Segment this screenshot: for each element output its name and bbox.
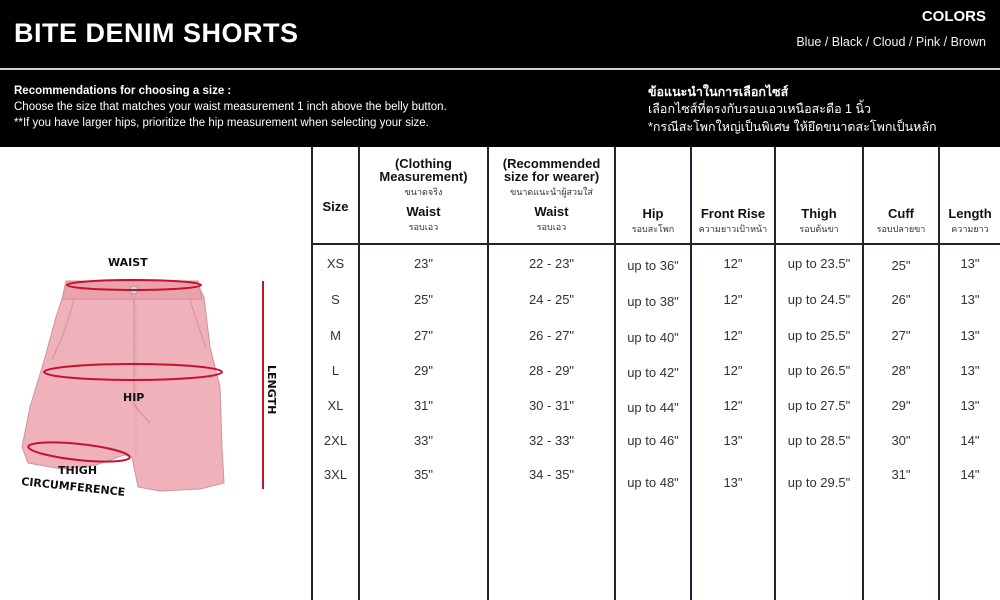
table-cell: 31" [413, 398, 434, 413]
size-cell: L [331, 363, 340, 378]
hip-column-header: Hip รอบสะโพก [631, 206, 675, 234]
header-banner [0, 0, 1000, 147]
size-cell: 3XL [323, 467, 348, 482]
table-cell: up to 40" [627, 330, 679, 345]
table-cell: 12" [723, 256, 743, 271]
table-cell: 12" [723, 292, 743, 307]
table-cell: 13" [960, 256, 980, 271]
table-cell: 35" [413, 467, 434, 482]
length-column-header: Length ความยาว [948, 206, 992, 234]
table-cell: 25" [891, 258, 911, 273]
table-cell: 28 - 29" [528, 363, 575, 378]
table-cell: up to 28.5" [787, 433, 851, 448]
size-column-header: Size [322, 199, 349, 214]
colors-label: COLORS [921, 8, 986, 25]
table-cell: 29" [413, 363, 434, 378]
clothing-waist-header: (Clothing Measurement) ขนาดจริง Waist รอบเอว [379, 156, 468, 232]
table-cell: 23" [413, 256, 434, 271]
table-cell: up to 36" [627, 258, 679, 273]
table-cell: 30 - 31" [528, 398, 575, 413]
table-cell: 13" [723, 475, 743, 490]
table-cell: 13" [723, 433, 743, 448]
table-cell: 26" [891, 292, 911, 307]
table-cell: up to 46" [627, 433, 679, 448]
size-cell: XL [327, 398, 344, 413]
table-cell: 32 - 33" [528, 433, 575, 448]
table-cell: up to 24.5" [787, 292, 851, 307]
header-separator [311, 243, 1000, 245]
table-cell: 26 - 27" [528, 328, 575, 343]
table-cell: 12" [723, 398, 743, 413]
thigh-column-header: Thigh รอบต้นขา [799, 206, 839, 234]
table-cell: up to 25.5" [787, 328, 851, 343]
table-cell: 13" [960, 398, 980, 413]
table-cell: 24 - 25" [528, 292, 575, 307]
table-cell: 29" [891, 398, 911, 413]
thigh-label: THIGH [58, 464, 98, 477]
table-cell: 33" [413, 433, 434, 448]
table-cell: 13" [960, 292, 980, 307]
table-cell: 27" [891, 328, 911, 343]
recommendation-line-th-1: เลือกไซส์ที่ตรงกับรอบเอวเหนือสะดือ 1 นิ้ว [648, 102, 872, 116]
recommendation-line-th-2: *กรณีสะโพกใหญ่เป็นพิเศษ ให้ยึดขนาดสะโพกเป็นหลัก [648, 120, 937, 134]
table-cell: 34 - 35" [528, 467, 575, 482]
recommendation-line-en-1: Choose the size that matches your waist measurement 1 inch above the belly button. [14, 101, 447, 113]
shorts-diagram [0, 147, 311, 600]
table-cell: up to 38" [627, 294, 679, 309]
colors-list: Blue / Black / Cloud / Pink / Brown [796, 35, 986, 49]
table-cell: 13" [960, 328, 980, 343]
size-cell: S [331, 292, 340, 307]
size-cell: M [330, 328, 341, 343]
recommended-waist-header: (Recommended size for wearer) ขนาดแนะนำผู้สวมใส่ Waist รอบเอว [502, 156, 601, 232]
waist-label: WAIST [108, 256, 148, 269]
circumference-label: CIRCUMFERENCE [20, 475, 126, 499]
table-cell: up to 42" [627, 365, 679, 380]
table-cell: 13" [960, 363, 980, 378]
size-cell: XS [326, 256, 345, 271]
table-cell: 22 - 23" [528, 256, 575, 271]
hip-label: HIP [123, 391, 145, 404]
table-cell: up to 23.5" [787, 256, 851, 271]
size-table [311, 147, 1000, 600]
recommendation-title-en: Recommendations for choosing a size : [14, 85, 232, 97]
header-divider [0, 68, 1000, 70]
size-cell: 2XL [323, 433, 348, 448]
table-cell: 25" [413, 292, 434, 307]
length-label: LENGTH [265, 365, 278, 415]
table-cell: 14" [960, 467, 980, 482]
recommendation-title-th: ข้อแนะนำในการเลือกไซส์ [648, 85, 789, 99]
table-cell: 27" [413, 328, 434, 343]
cuff-column-header: Cuff รอบปลายขา [876, 206, 926, 234]
table-cell: 30" [891, 433, 911, 448]
table-cell: up to 29.5" [787, 475, 851, 490]
table-cell: 28" [891, 363, 911, 378]
table-cell: up to 48" [627, 475, 679, 490]
recommendation-line-en-2: **If you have larger hips, prioritize the hip measurement when selecting your size. [14, 117, 429, 129]
page-title: BITE DENIM SHORTS [14, 18, 299, 48]
table-cell: up to 44" [627, 400, 679, 415]
table-cell: up to 26.5" [787, 363, 851, 378]
table-cell: 12" [723, 363, 743, 378]
table-cell: up to 27.5" [787, 398, 851, 413]
table-cell: 14" [960, 433, 980, 448]
table-cell: 12" [723, 328, 743, 343]
front-rise-column-header: Front Rise ความยาวเป้าหน้า [698, 206, 768, 234]
table-cell: 31" [891, 467, 911, 482]
